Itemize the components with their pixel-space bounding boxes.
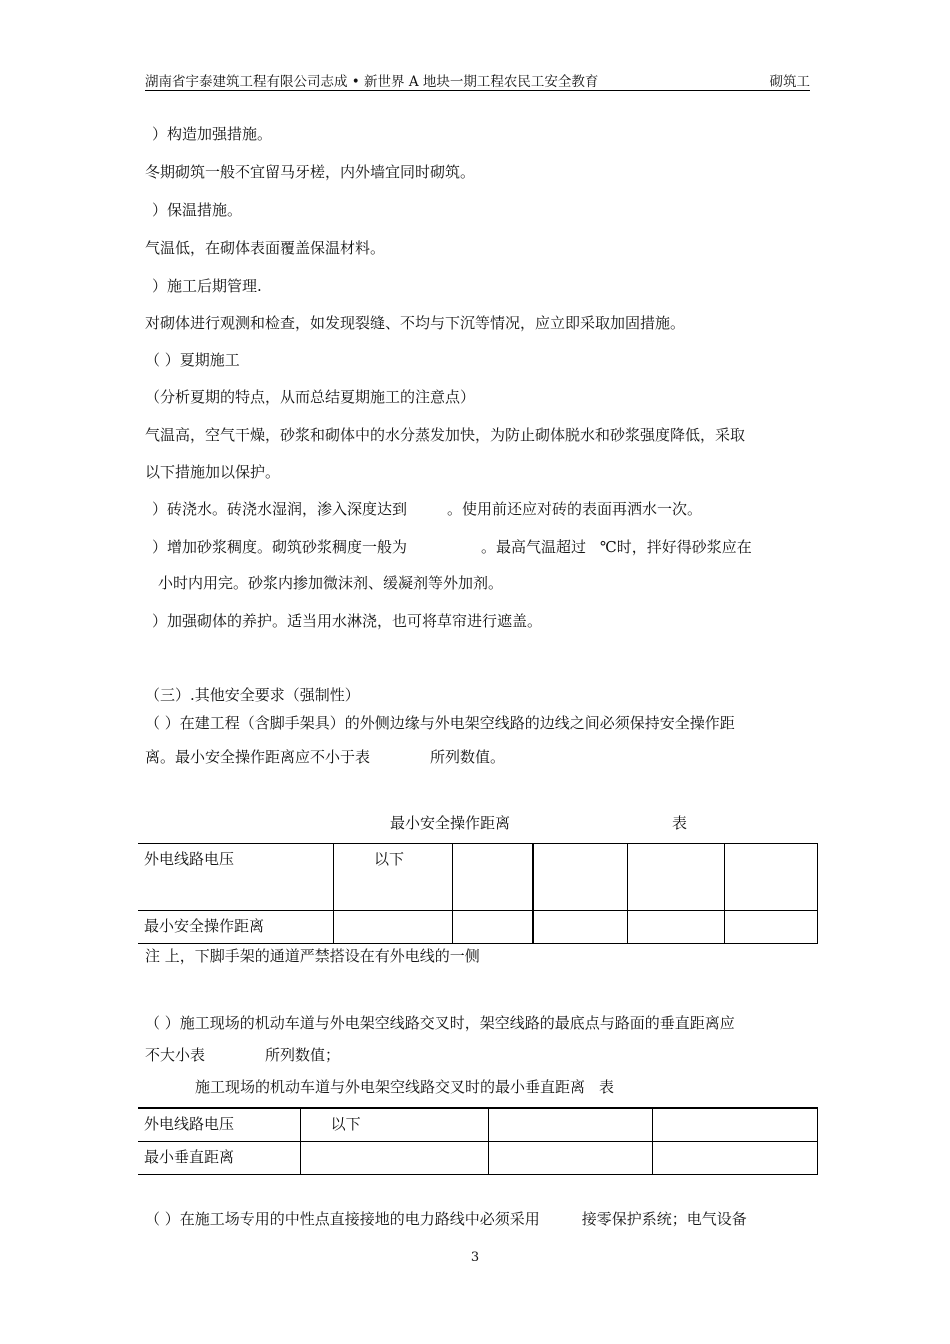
safety-p1-line2: [145, 747, 505, 767]
table1-cell: [724, 844, 818, 911]
table1-title: 最小安全操作距离: [390, 814, 511, 832]
safety-p2-line2a: 不大小表: [145, 1046, 206, 1064]
table1-cell: [628, 844, 724, 911]
table1-cell: [452, 844, 533, 911]
safety-p1-line2b: 所列数值。: [430, 748, 506, 766]
min-vertical-distance-table: [138, 1107, 818, 1175]
item-structure-measures: ）构造加强措施。: [152, 125, 273, 143]
table2-voltage-first: 以下: [300, 1108, 489, 1141]
table2-cell: [652, 1141, 817, 1174]
safety-p2-line2b: 所列数值；: [265, 1046, 341, 1064]
brick-watering-a: ）砖浇水。砖浇水湿润，渗入深度达到: [152, 500, 408, 518]
table2-title-text: 施工现场的机动车道与外电架空线路交叉时的最小垂直距离: [195, 1078, 586, 1096]
safety-p3a: （ ）在施工场专用的中性点直接接地的电力路线中必须采用: [145, 1210, 540, 1228]
mortar-consistency-a: ）增加砂浆稠度。砌筑砂浆稠度一般为: [152, 538, 408, 556]
table2-voltage-label: 外电线路电压: [138, 1108, 300, 1141]
table1-title-suffix: 表: [672, 814, 688, 832]
item-later-management: ）施工后期管理.: [152, 277, 262, 295]
table2-cell: [489, 1108, 652, 1141]
page-header: [145, 70, 810, 91]
mortar-consistency-c: ℃时，拌好得砂浆应在: [600, 538, 752, 556]
header-title: 湖南省宇泰建筑工程有限公司志成 • 新世界 A 地块一期工程农民工安全教育: [145, 74, 599, 90]
item-insulation: ）保温措施。: [152, 201, 243, 219]
table2-cell: [300, 1141, 489, 1174]
table2-distance-label: 最小垂直距离: [138, 1141, 300, 1174]
safety-p2-line1: （ ）施工现场的机动车道与外电架空线路交叉时，架空线路的最底点与路面的垂直距离应: [145, 1014, 735, 1032]
curing-measures: ）加强砌体的养护。适当用水淋浇，也可将草帘进行遮盖。: [152, 612, 543, 630]
page-number: 3: [470, 1250, 480, 1265]
safety-p2-line2: [145, 1045, 340, 1065]
table2-title: [195, 1077, 614, 1097]
summer-intro-line2: 以下措施加以保护。: [145, 463, 281, 481]
safety-p3b: 接零保护系统；电气设备: [581, 1210, 747, 1228]
mortar-usage-time: 小时内用完。砂浆内掺加微沫剂、缓凝剂等外加剂。: [158, 574, 504, 592]
brick-watering-b: 。使用前还应对砖的表面再洒水一次。: [447, 500, 703, 518]
other-safety-heading: （三）.其他安全要求（强制性）: [145, 686, 360, 704]
text-structure-measures: 冬期砌筑一般不宜留马牙槎，内外墙宜同时砌筑。: [145, 163, 476, 181]
table1-cell: [724, 911, 818, 944]
table1-cell: [533, 911, 628, 944]
safety-p1-line1: （ ）在建工程（含脚手架具）的外侧边缘与外电架空线路的边线之间必须保持安全操作距: [145, 714, 735, 732]
table1-voltage-first: 以下: [333, 844, 452, 911]
table1-cell: [333, 911, 452, 944]
safety-p3: [145, 1209, 747, 1229]
text-later-management: 对砌体进行观测和检查，如发现裂缝、不均与下沉等情况，应立即采取加固措施。: [145, 314, 686, 332]
table1-voltage-label: 外电线路电压: [138, 844, 333, 911]
table1-distance-label: 最小安全操作距离: [138, 911, 333, 944]
table1-cell: [452, 911, 533, 944]
header-section: 砌筑工: [769, 74, 810, 90]
brick-watering: [152, 499, 702, 519]
text-insulation: 气温低，在砌体表面覆盖保温材料。: [145, 239, 386, 257]
summer-analysis: （分析夏期的特点，从而总结夏期施工的注意点）: [145, 388, 476, 406]
min-safe-distance-table: [138, 843, 818, 944]
mortar-consistency: [152, 537, 752, 557]
table2-cell: [489, 1141, 652, 1174]
table1-cell: [533, 844, 628, 911]
safety-p1-line2a: 离。最小安全操作距离应不小于表: [145, 748, 371, 766]
table1-note: 注 上，下脚手架的通道严禁搭设在有外电线的一侧: [145, 947, 480, 965]
summer-intro-line1: 气温高，空气干燥，砂浆和砌体中的水分蒸发加快，为防止砌体脱水和砂浆强度降低，采取: [145, 426, 746, 444]
summer-heading: （ ）夏期施工: [145, 351, 240, 369]
table1-cell: [628, 911, 724, 944]
table2-cell: [652, 1108, 817, 1141]
mortar-consistency-b: 。最高气温超过: [481, 538, 587, 556]
table2-title-suffix: 表: [599, 1078, 615, 1096]
